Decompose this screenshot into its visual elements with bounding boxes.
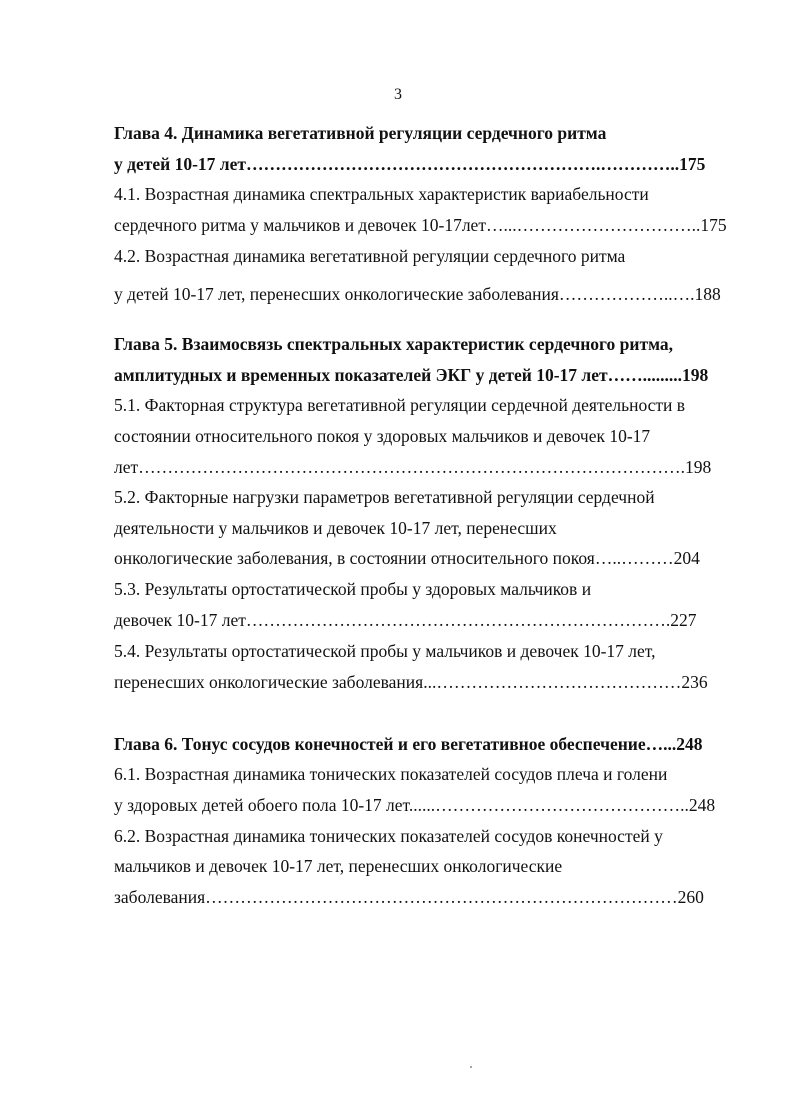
toc-section-4-2-cont: у детей 10-17 лет, перенесших онкологические заболевания………………..….188 (114, 284, 721, 304)
page-number: 3 (394, 86, 402, 103)
toc-section-4-2: 4.2. Возрастная динамика вегетативной регуляции сердечного ритма (114, 246, 626, 266)
toc-section-5-4: 5.4. Результаты ортостатической пробы у мальчиков и девочек 10-17 лет, (114, 641, 656, 661)
toc-section-5-4-cont: перенесших онкологические заболевания...……………………………………236 (114, 672, 708, 692)
toc-section-4-1-cont: сердечного ритма у мальчиков и девочек 10-17лет…...…………………………..175 (114, 215, 727, 235)
toc-section-5-1-cont: состоянии относительного покоя у здоровых мальчиков и девочек 10-17 (114, 426, 651, 446)
toc-section-6-2: 6.2. Возрастная динамика тонических показателей сосудов конечностей у (114, 826, 663, 846)
toc-section-4-1: 4.1. Возрастная динамика спектральных характеристик вариабельности (114, 184, 649, 204)
toc-section-5-3-cont: девочек 10-17 лет……………………………………………………………….227 (114, 610, 697, 630)
scan-speck (470, 1066, 472, 1068)
toc-chapter-6-title: Глава 6. Тонус сосудов конечностей и его вегетативное обеспечение…...248 (114, 734, 703, 754)
toc-chapter-5-title: Глава 5. Взаимосвязь спектральных характеристик сердечного ритма, (114, 334, 674, 354)
toc-section-5-2-end: онкологические заболевания, в состоянии относительного покоя…..………204 (114, 548, 700, 568)
toc-section-6-1: 6.1. Возрастная динамика тонических показателей сосудов плеча и голени (114, 764, 668, 784)
toc-chapter-4-title: Глава 4. Динамика вегетативной регуляции сердечного ритма (114, 123, 607, 143)
toc-section-5-1: 5.1. Факторная структура вегетативной регуляции сердечной деятельности в (114, 395, 686, 415)
toc-section-5-3: 5.3. Результаты ортостатической пробы у здоровых мальчиков и (114, 579, 592, 599)
toc-section-6-1-cont: у здоровых детей обоего пола 10-17 лет......……………………………………..248 (114, 795, 716, 815)
toc-section-6-2-end: заболевания………………………………………………………………………260 (114, 887, 704, 907)
toc-section-5-2: 5.2. Факторные нагрузки параметров вегетативной регуляции сердечной (114, 487, 655, 507)
toc-chapter-5-title-cont: амплитудных и временных показателей ЭКГ у детей 10-17 лет…….........198 (114, 365, 709, 385)
toc-section-6-2-cont: мальчиков и девочек 10-17 лет, перенесших онкологические (114, 856, 563, 876)
toc-section-5-1-end: лет………………………………………………………………………………….198 (114, 457, 712, 477)
toc-chapter-4-title-cont: у детей 10-17 лет…………………………………………………….…………..175 (114, 154, 706, 174)
toc-section-5-2-cont: деятельности у мальчиков и девочек 10-17 лет, перенесших (114, 518, 557, 538)
